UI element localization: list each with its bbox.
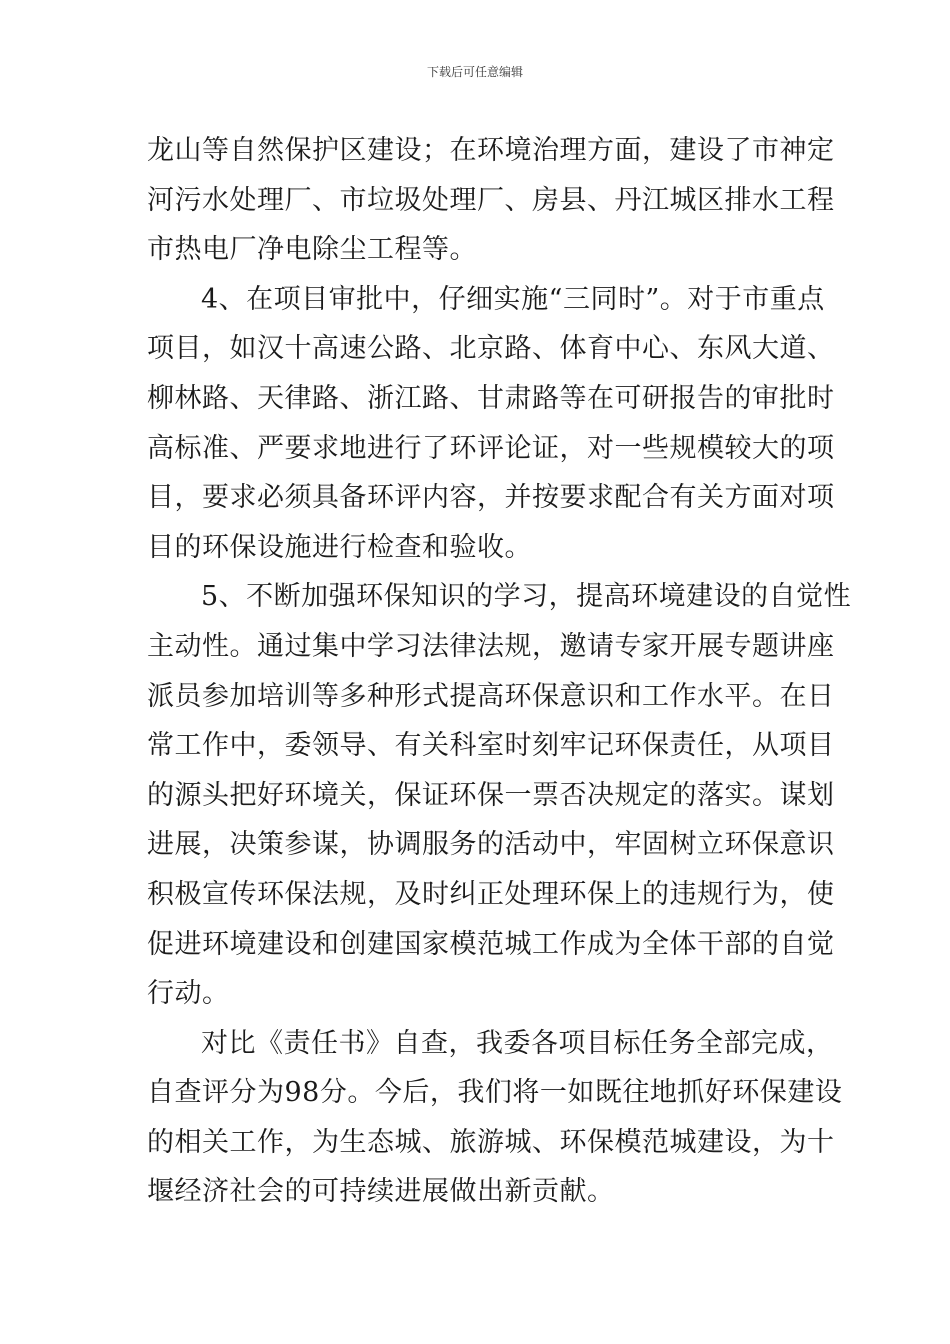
text-line: 的相关工作，为生态城、旅游城、环保模范城建设，为十 — [147, 1126, 835, 1158]
paragraph-start-line: 4、在项目审批中，仔细实施“三同时”。对于市重点 — [201, 283, 825, 315]
document-body — [147, 126, 852, 1217]
paragraph-start-line: 5、不断加强环保知识的学习，提高环境建设的自觉性 — [201, 581, 852, 613]
text-line: 自查评分为98分。今后，我们将一如既往地抓好环保建设 — [147, 1077, 843, 1109]
text-line: 派员参加培训等多种形式提高环保意识和工作水平。在日 — [147, 680, 835, 712]
text-line: 主动性。通过集中学习法律法规，邀请专家开展专题讲座 — [147, 630, 835, 662]
text-line: 柳林路、天律路、浙江路、甘肃路等在可研报告的审批时 — [147, 382, 835, 414]
text-line: 龙山等自然保护区建设；在环境治理方面，建设了市神定 — [147, 135, 835, 166]
text-line: 项目，如汉十高速公路、北京路、体育中心、东风大道、 — [147, 333, 835, 365]
paragraph-start-line: 对比《责任书》自查，我委各项目标任务全部完成， — [201, 1027, 834, 1059]
text-line: 河污水处理厂、市垃圾处理厂、房县、丹江城区排水工程 — [147, 184, 835, 216]
text-line: 的源头把好环境关，保证环保一票否决规定的落实。谋划 — [147, 779, 835, 811]
text-line: 常工作中，委领导、有关科室时刻牢记环保责任，从项目 — [147, 730, 835, 762]
text-line: 行动。 — [147, 978, 230, 1010]
text-line: 促进环境建设和创建国家模范城工作成为全体干部的自觉 — [147, 928, 835, 960]
text-line: 进展，决策参谋，协调服务的活动中，牢固树立环保意识 — [147, 829, 835, 861]
text-line: 积极宣传环保法规，及时纠正处理环保上的违规行为，使 — [147, 878, 835, 910]
text-line: 堰经济社会的可持续进展做出新贡献。 — [147, 1176, 615, 1208]
text-line: 高标准、严要求地进行了环评论证，对一些规模较大的项 — [147, 432, 835, 464]
text-line: 市热电厂净电除尘工程等。 — [147, 234, 477, 266]
text-line: 目，要求必须具备环评内容，并按要求配合有关方面对项 — [147, 482, 835, 514]
text-line: 目的环保设施进行检查和验收。 — [147, 531, 532, 563]
page-header: 下载后可任意编辑 — [426, 65, 523, 79]
